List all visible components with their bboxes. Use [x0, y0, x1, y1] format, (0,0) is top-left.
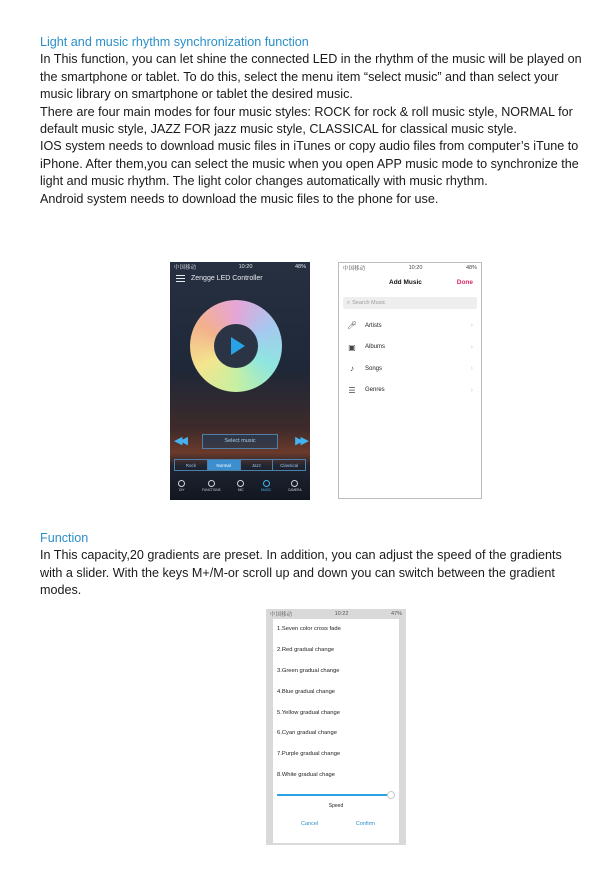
nav-diy[interactable] [178, 480, 185, 492]
list-item-songs[interactable] [339, 358, 481, 380]
section-function [40, 530, 585, 600]
music-controls [174, 434, 306, 448]
status-bar [339, 263, 481, 273]
camera-icon [291, 480, 298, 487]
nav-mic[interactable] [237, 480, 244, 492]
status-carrier: 中国移动 [343, 266, 366, 272]
microphone-icon: 🎤︎ [347, 321, 358, 331]
search-icon: ⌕ [347, 299, 351, 306]
bottom-nav [170, 478, 310, 500]
nav-label: FUNCTIONS [202, 488, 221, 492]
gradient-option[interactable]: 2.Red gradual change [277, 647, 335, 654]
speed-slider[interactable] [277, 791, 393, 799]
nav-label: MUSIC [261, 488, 272, 492]
gradient-option[interactable]: 5.Yellow gradual change [277, 709, 340, 716]
gradient-option[interactable]: 3.Green gradual change [277, 667, 340, 674]
add-music-title: Add Music [389, 278, 422, 286]
gradient-option[interactable]: 6.Cyan gradual change [277, 730, 337, 737]
section-music-rhythm [40, 34, 585, 208]
note-icon: ♪ [350, 364, 354, 374]
screenshot-add-music [338, 262, 482, 499]
music-icon [263, 480, 270, 487]
functions-icon [208, 480, 215, 487]
color-wheel[interactable] [190, 300, 282, 392]
slider-track [277, 794, 393, 796]
mode-classical[interactable]: Classical [280, 462, 299, 468]
gradient-dialog [273, 619, 399, 843]
status-battery: 48% [465, 265, 477, 271]
mode-rock[interactable]: Rock [175, 460, 208, 470]
search-music-input[interactable] [343, 297, 477, 309]
list-item-label: Albums [365, 344, 386, 351]
album-icon: ▣ [348, 342, 356, 352]
section-heading-music: Light and music rhythm synchronization function [40, 35, 309, 49]
status-time: 10:22 [334, 611, 349, 617]
nav-label: DIY [179, 488, 185, 492]
gradient-option[interactable]: 4.Blue gradual change [277, 688, 336, 695]
diy-icon [178, 480, 185, 487]
menu-icon[interactable] [176, 275, 185, 282]
cancel-button[interactable]: Cancel [301, 821, 319, 828]
list-item-genres[interactable] [339, 380, 481, 402]
app-header [170, 272, 310, 285]
paragraph-android: Android system needs to download the music files to the phone for use. [40, 191, 439, 206]
confirm-button[interactable]: Confirm [355, 821, 375, 828]
slider-thumb[interactable] [387, 791, 395, 799]
list-item-artists[interactable] [339, 315, 481, 337]
nav-camera[interactable] [288, 480, 302, 492]
wheel-center [214, 324, 258, 368]
chevron-right-icon: › [470, 386, 473, 394]
chevron-right-icon: › [470, 343, 473, 351]
status-battery: 48% [294, 264, 306, 270]
next-icon[interactable]: ▶▶ [295, 435, 306, 447]
gradient-option[interactable]: 7.Purple gradual change [277, 751, 341, 758]
done-button[interactable]: Done [456, 278, 473, 286]
status-battery: 47% [390, 611, 402, 617]
paragraph-intro: In This function, you can let shine the connected LED in the rhythm of the music will be played on the smartphone or tablet. To do this, select the menu item “select music” and than select your music library on smartphone or tablet the desired music. [40, 52, 582, 102]
speed-label: Speed [328, 803, 344, 810]
status-time: 10:20 [238, 264, 253, 270]
status-carrier: 中国移动 [174, 265, 197, 271]
gradient-option[interactable]: 1.Seven color cross fade [277, 626, 341, 633]
list-item-label: Genres [365, 387, 385, 394]
nav-label: MIC [237, 488, 244, 492]
play-icon[interactable] [231, 337, 245, 355]
add-music-header [339, 273, 481, 289]
nav-label: CAMERA [287, 488, 302, 492]
nav-functions[interactable] [202, 480, 221, 492]
search-placeholder: Search Music [352, 300, 386, 306]
status-bar [266, 609, 406, 619]
paragraph-ios: IOS system needs to download music files in iTunes or copy audio files from computer’s iTune to iPhone. After them,you can select the music when you open APP music mode to synchronize the light and music rhythm. The light color changes automatically with music rhythm. [40, 139, 579, 189]
nav-music[interactable] [261, 480, 271, 492]
app-title: Zengge LED Controller [191, 275, 263, 282]
list-item-label: Songs [365, 365, 383, 372]
list-item-label: Artists [365, 322, 382, 329]
status-bar [170, 262, 310, 272]
section-heading-function: Function [40, 531, 89, 545]
dialog-buttons [273, 821, 399, 827]
mic-icon [237, 480, 244, 487]
screenshot-music-mode [170, 262, 310, 500]
previous-icon[interactable]: ◀◀ [174, 435, 185, 447]
status-time: 10:20 [408, 265, 423, 271]
paragraph-modes: There are four main modes for four music styles: ROCK for rock & roll music style, NORMAL for default music style, JAZZ FOR jazz music style, CLASSICAL for classical music style. [40, 104, 573, 137]
chevron-right-icon: › [470, 365, 473, 373]
chevron-right-icon: › [470, 322, 473, 330]
mode-normal[interactable]: Normal [208, 460, 241, 470]
screenshot-gradient-dialog [266, 609, 406, 845]
gradient-option[interactable]: 8.White gradual chage [277, 771, 336, 778]
genres-icon: ☰ [348, 385, 356, 395]
mode-selector [174, 459, 306, 471]
select-music-button[interactable]: Select music [202, 434, 278, 449]
mode-jazz[interactable]: Jazz [241, 460, 274, 470]
status-carrier: 中国移动 [270, 612, 293, 618]
paragraph-function: In This capacity,20 gradients are preset. In addition, you can adjust the speed of the gradients with a slider. With the keys M+/M-or scroll up and down you can switch between the gradient modes. [40, 548, 562, 598]
list-item-albums[interactable] [339, 337, 481, 359]
